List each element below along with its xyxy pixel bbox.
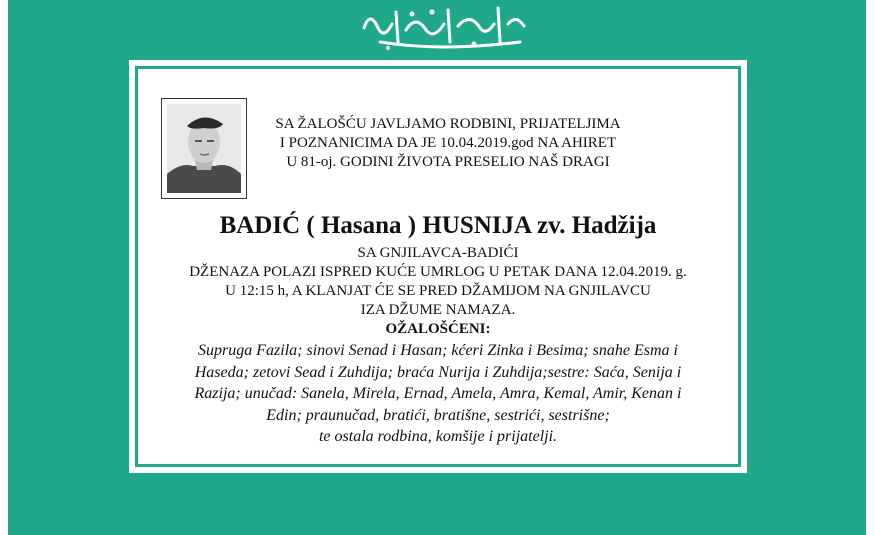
calligraphy-header <box>8 0 866 58</box>
intro-line-2: I POZNANICIMA DA JE 10.04.2019.god NA AHIRET <box>279 135 617 151</box>
funeral-line-1: DŽENAZA POLAZI ISPRED KUĆE UMRLOG U PETAK DANA 12.04.2019. g. <box>189 264 687 280</box>
deceased-photo <box>161 98 247 199</box>
mourners-line-2: Haseda; zetovi Sead i Zuhdija; braća Nurija i Zuhdija;sestre: Saća, Senija i <box>194 364 682 381</box>
funeral-line-3: IZA DŽUME NAMAZA. <box>360 302 516 318</box>
portrait-image <box>167 104 241 193</box>
mourners-title: OŽALOŠĆENI: <box>385 321 491 337</box>
mourners-line-5: te ostala rodbina, komšije i prijatelji. <box>318 428 558 445</box>
intro-line-3: U 81-oj. GODINI ŽIVOTA PRESELIO NAŠ DRAGI <box>286 154 610 170</box>
mourners-line-4: Edin; praunučad, bratići, bratišne, sestrići, sestrišne; <box>266 407 610 424</box>
intro-line-1: SA ŽALOŠĆU JAVLJAMO RODBINI, PRIJATELJIMA <box>275 116 621 132</box>
arabic-calligraphy-icon <box>8 0 866 58</box>
mourners-line-1: Supruga Fazila; sinovi Senad i Hasan; kćeri Zinka i Besima; snahe Esma i <box>198 342 678 359</box>
mourners-line-3: Razija; unučad: Sanela, Mirela, Ernad, Amela, Amra, Kemal, Amir, Kenan i <box>194 385 682 402</box>
funeral-line-2: U 12:15 h, A KLANJAT ĆE SE PRED DŽAMIJOM NA GNJILAVCU <box>225 283 651 299</box>
origin-line: SA GNJILAVCA-BADIĆI <box>357 245 519 261</box>
notice-card <box>129 60 747 473</box>
deceased-name: BADIĆ ( Hasana ) HUSNIJA zv. Hadžija <box>219 212 657 239</box>
